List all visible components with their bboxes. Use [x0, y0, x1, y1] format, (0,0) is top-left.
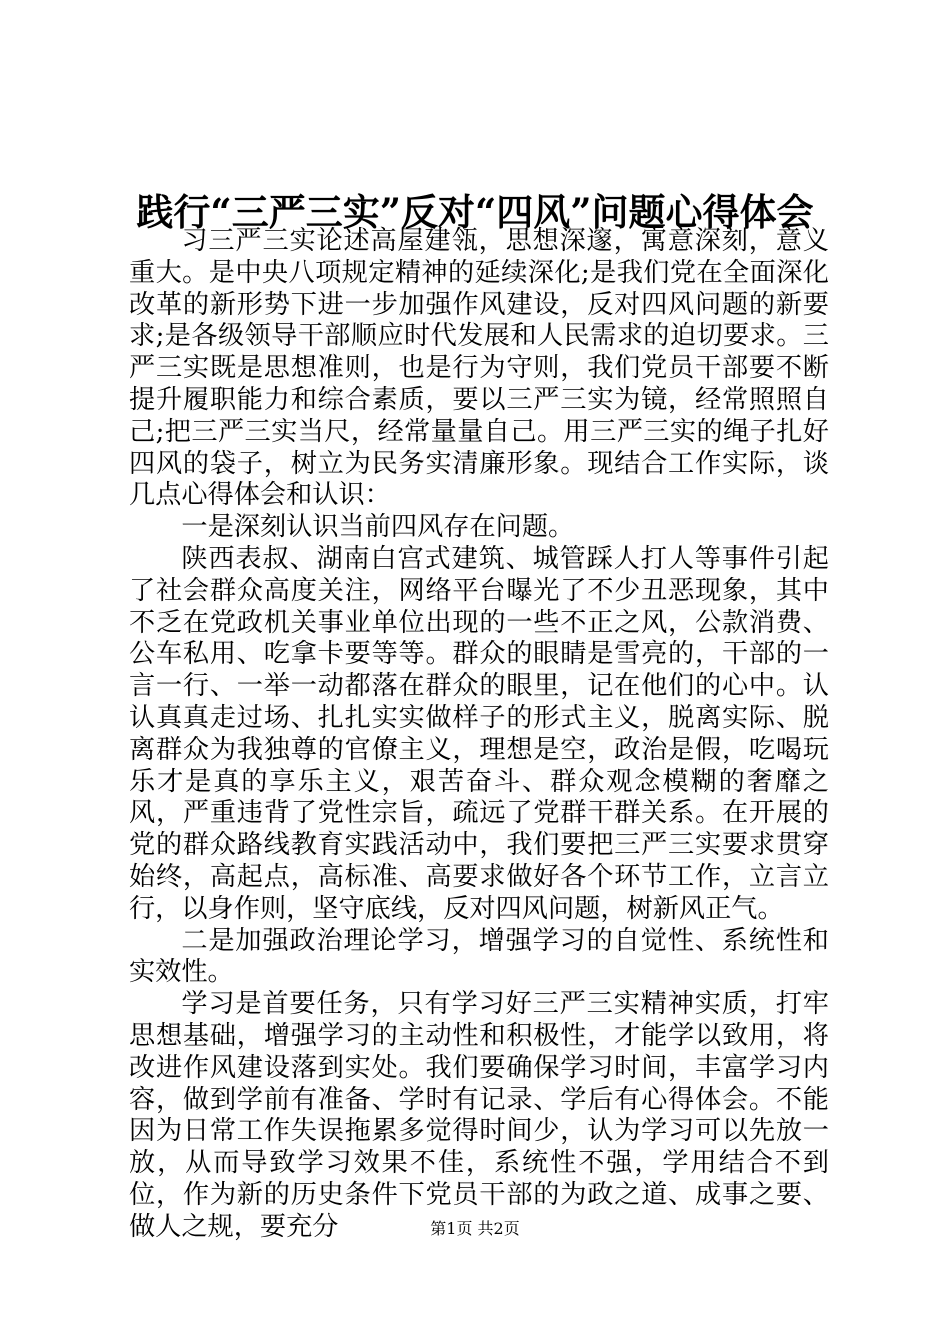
page-footer: 第1页 共2页	[430, 1219, 520, 1238]
paragraph: 二是加强政治理论学习，增强学习的自觉性、系统性和实效性。	[129, 925, 829, 988]
paragraph: 习三严三实论述高屋建瓴，思想深邃，寓意深刻，意义重大。是中央八项规定精神的延续深化;是我们党在全面深化改革的新形势下进一步加强作风建设，反对四风问题的新要求;是各级领导干部顺应时代发展和人民需求的迫切要求。三严三实既是思想准则，也是行为守则，我们党员干部要不断提升履职能力和综合素质，要以三严三实为镜，经常照照自己;把三严三实当尺，经常量量自己。用三严三实的绳子扎好四风的袋子，树立为民务实清廉形象。现结合工作实际，谈几点心得体会和认识：	[129, 226, 829, 511]
document-body	[129, 226, 829, 1244]
document-title: 践行“三严三实”反对“四风”问题心得体会	[136, 190, 814, 234]
paragraph: 陕西表叔、湖南白宫式建筑、城管踩人打人等事件引起了社会群众高度关注，网络平台曝光了不少丑恶现象，其中不乏在党政机关事业单位出现的一些不正之风，公款消费、公车私用、吃拿卡要等等。群众的眼睛是雪亮的，干部的一言一行、一举一动都落在群众的眼里，记在他们的心中。认认真真走过场、扎扎实实做样子的形式主义，脱离实际、脱离群众为我独尊的官僚主义，理想是空，政治是假，吃喝玩乐才是真的享乐主义，艰苦奋斗、群众观念模糊的奢靡之风，严重违背了党性宗旨，疏远了党群干群关系。在开展的党的群众路线教育实践活动中，我们要把三严三实要求贯穿始终，高起点，高标准、高要求做好各个环节工作，立言立行，以身作则，坚守底线，反对四风问题，树新风正气。	[129, 543, 829, 924]
paragraph: 一是深刻认识当前四风存在问题。	[181, 512, 575, 543]
paragraph: 学习是首要任务，只有学习好三严三实精神实质，打牢思想基础，增强学习的主动性和积极性，才能学以致用，将改进作风建设落到实处。我们要确保学习时间，丰富学习内容，做到学前有准备、学时有记录、学后有心得体会。不能因为日常工作失误拖累多觉得时间少，认为学习可以先放一放，从而导致学习效果不佳，系统性不强，学用结合不到位，作为新的历史条件下党员干部的为政之道、成事之要、做人之规，要充分	[129, 989, 829, 1242]
